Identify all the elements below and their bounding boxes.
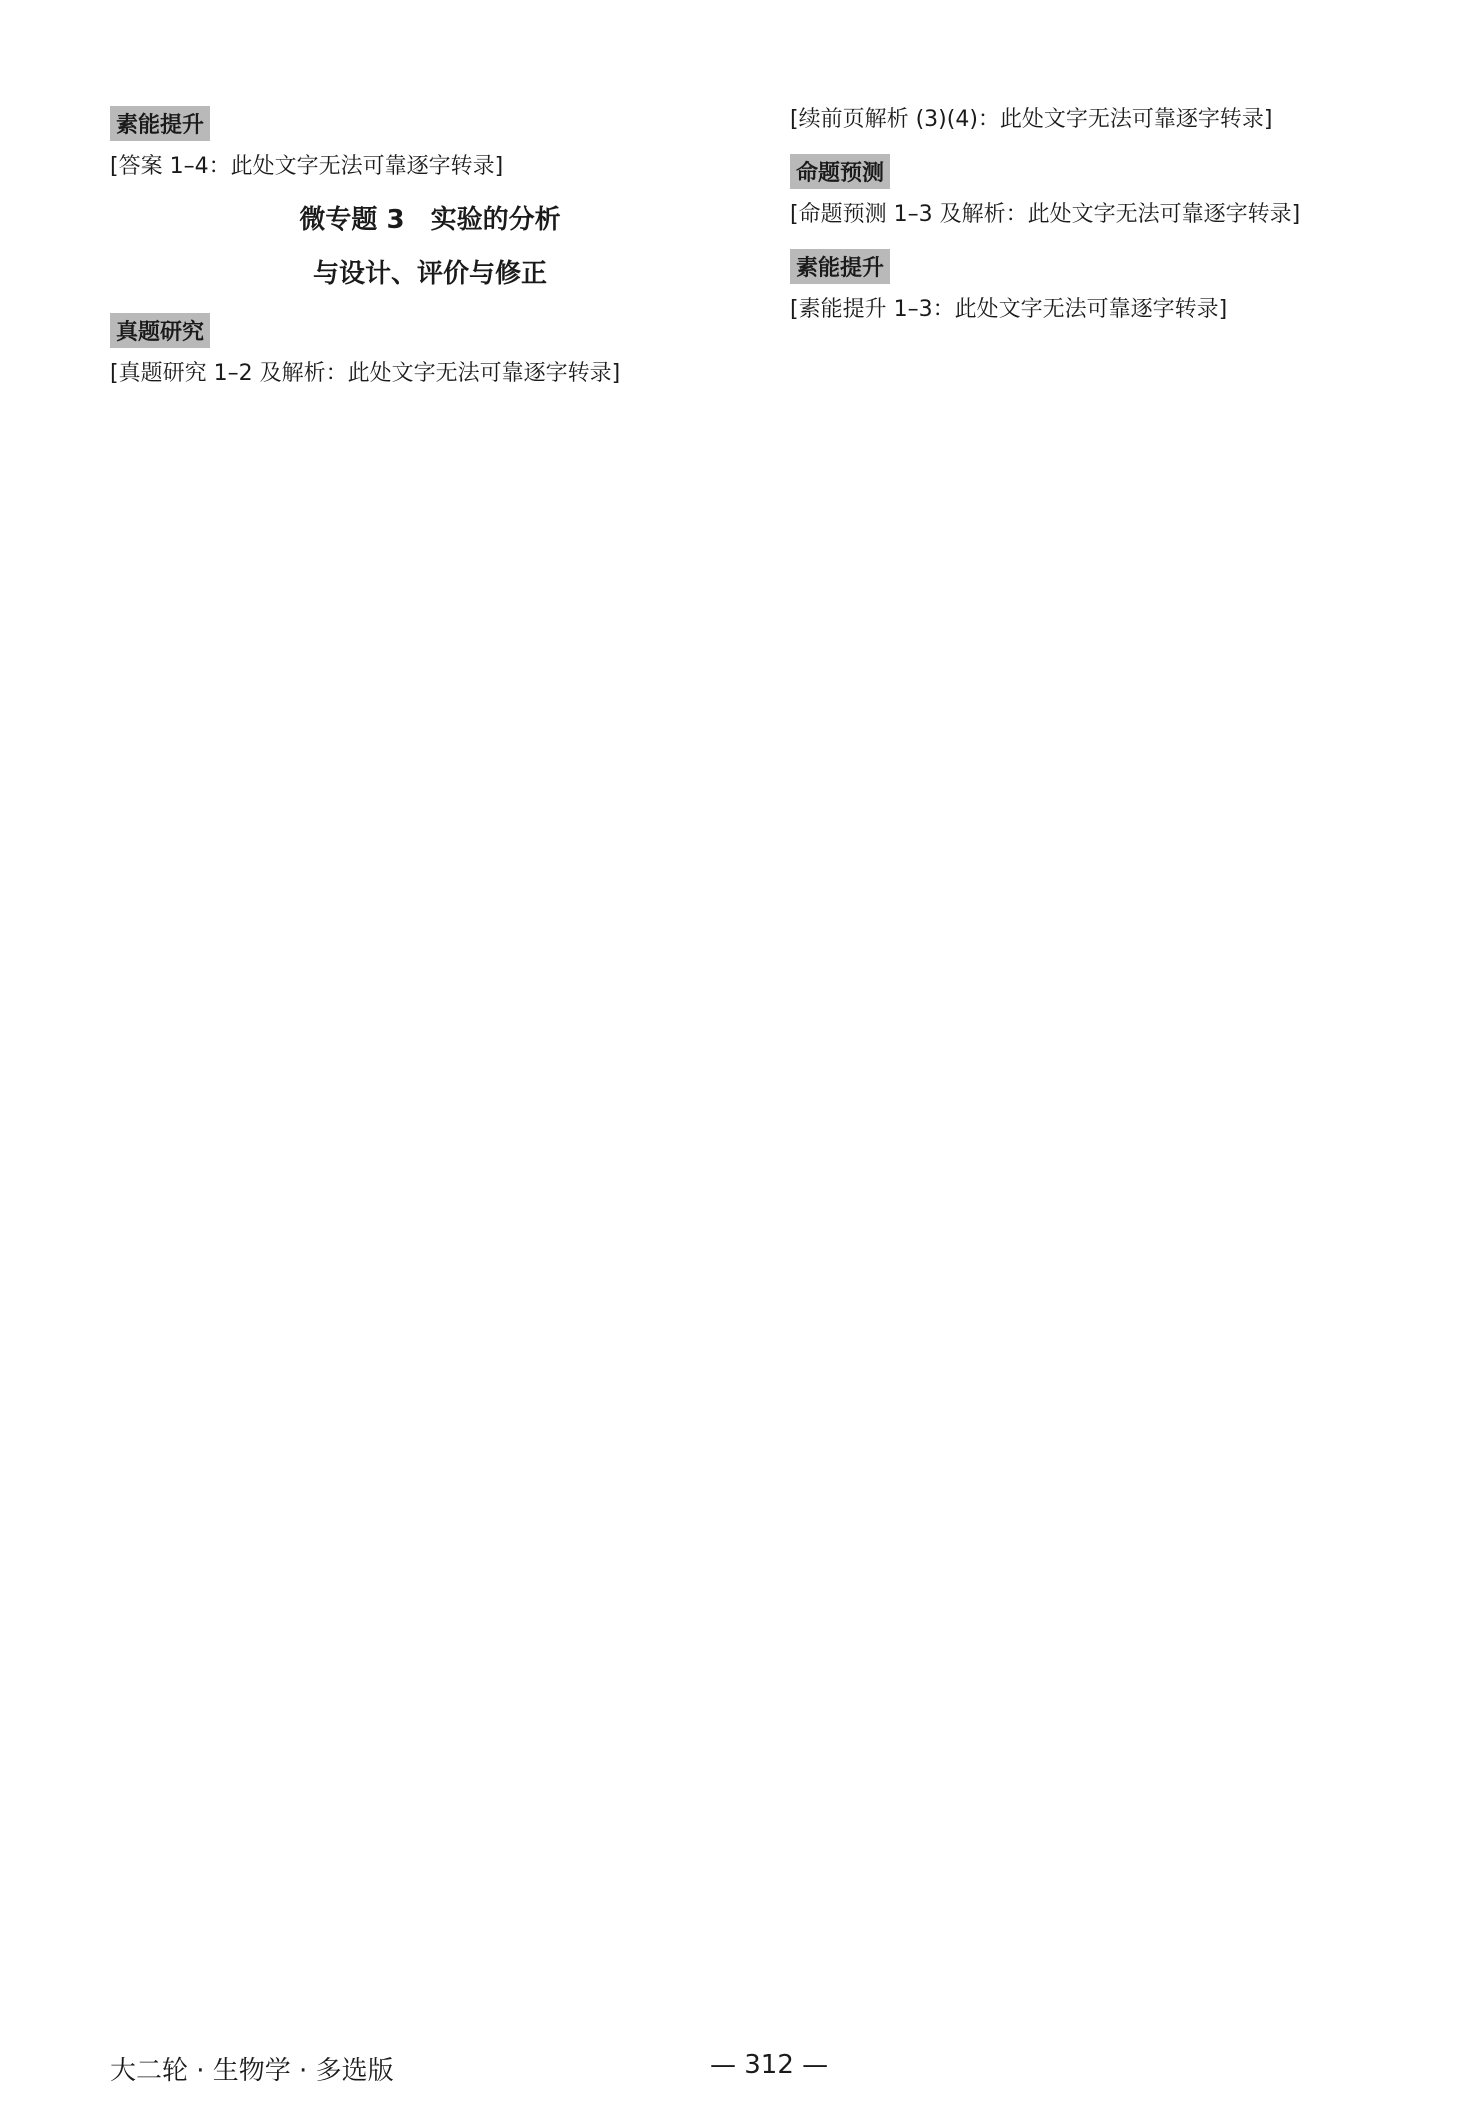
book-info: 大二轮 · 生物学 · 多选版 — [110, 2056, 394, 2086]
right-column — [790, 100, 1430, 338]
left-column — [110, 100, 750, 402]
section-tag: 素能提升 — [790, 249, 890, 284]
section-tag: 命题预测 — [790, 154, 890, 189]
section-tag: 真题研究 — [110, 313, 210, 348]
answer-block: [续前页解析 (3)(4)：此处文字无法可靠逐字转录] — [790, 107, 1273, 132]
answer-block: [命题预测 1–3 及解析：此处文字无法可靠逐字转录] — [790, 202, 1301, 227]
answer-block: [答案 1–4：此处文字无法可靠逐字转录] — [110, 154, 504, 179]
section-tag: 素能提升 — [110, 106, 210, 141]
page-number: — 312 — — [710, 2050, 829, 2080]
answer-block: [真题研究 1–2 及解析：此处文字无法可靠逐字转录] — [110, 361, 621, 386]
answer-block: [素能提升 1–3：此处文字无法可靠逐字转录] — [790, 297, 1228, 322]
topic-title-line-1: 微专题 3 实验的分析 — [299, 205, 561, 235]
page-footer — [110, 2050, 1360, 2090]
topic-title-line-2: 与设计、评价与修正 — [312, 259, 547, 289]
